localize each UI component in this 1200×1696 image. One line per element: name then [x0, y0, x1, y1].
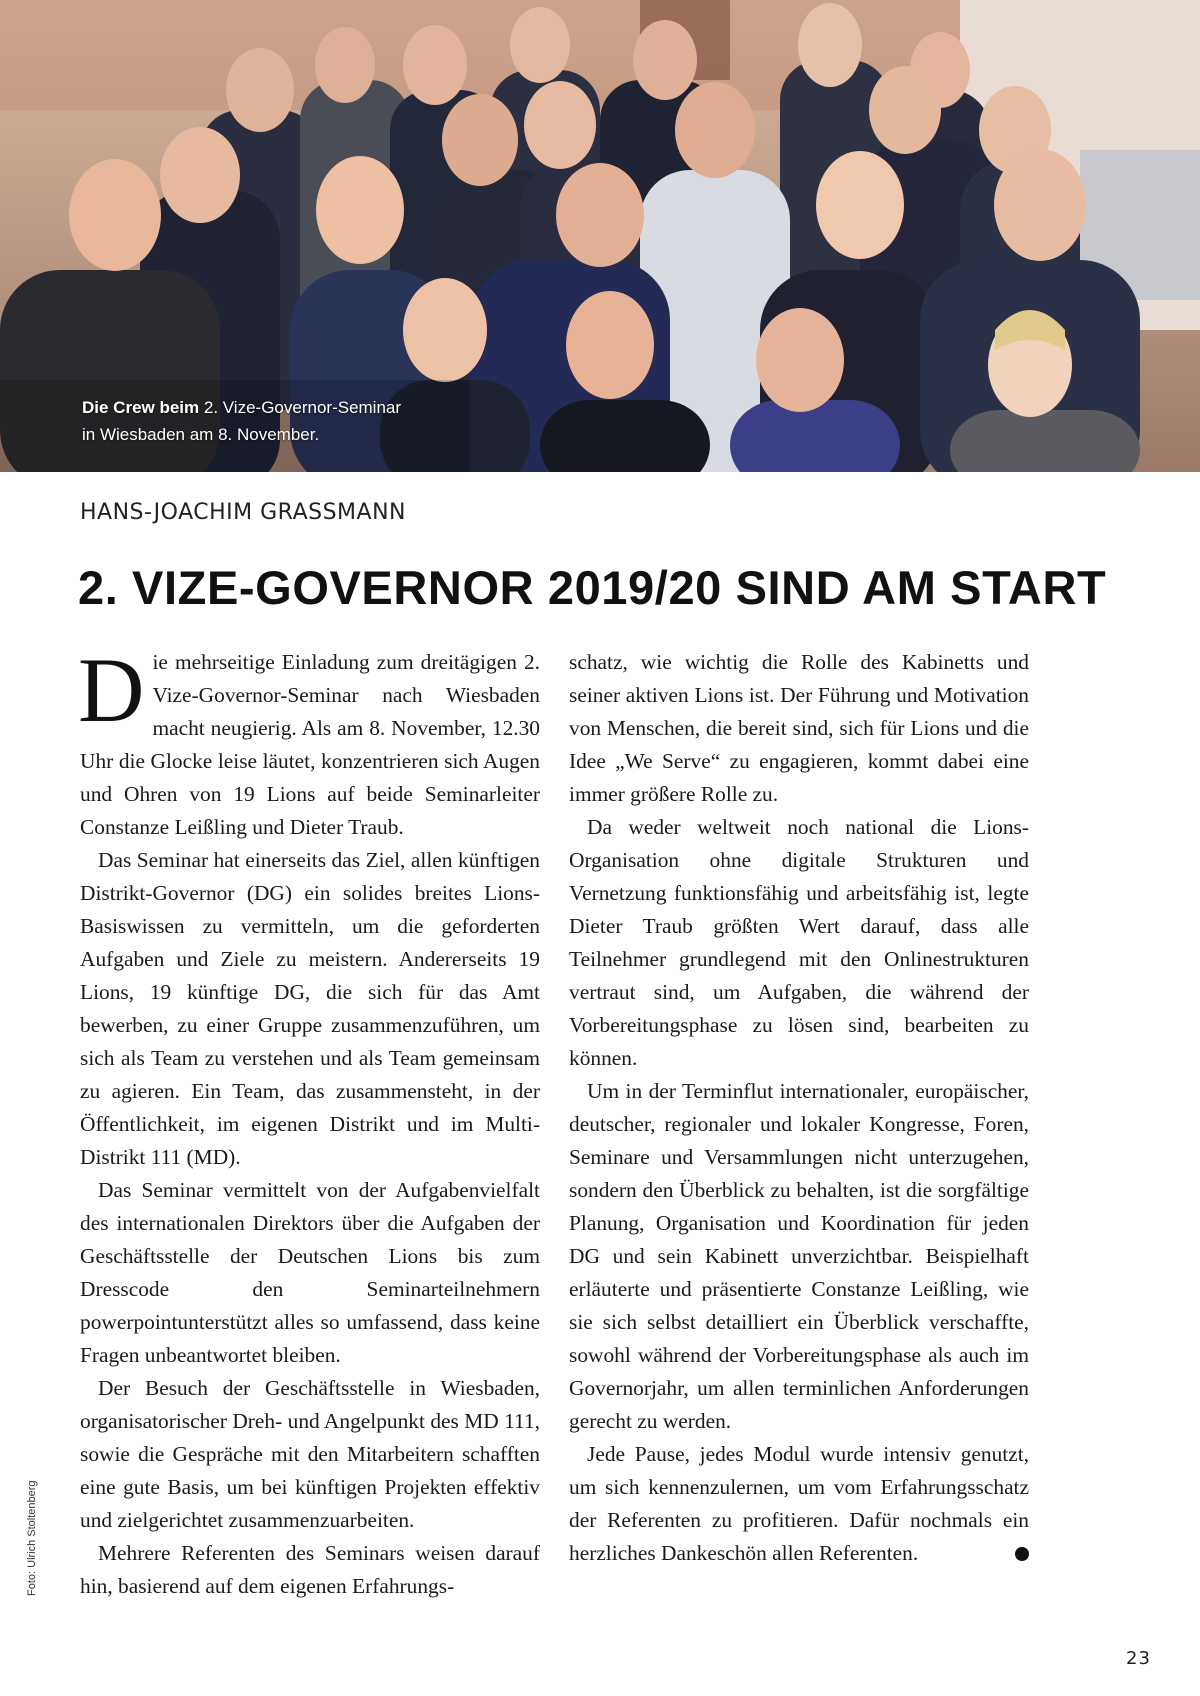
photo-caption-bold: Die Crew beim [82, 398, 200, 417]
article-paragraph [569, 1438, 1040, 1570]
article-paragraph: Da weder weltweit noch national die Lions-Organisation ohne digitale Strukturen und Vernetzung funktionsfähig und arbeitsfähig ist, legte Dieter Traub größten Wert darauf, dass alle Teilnehmer grundlegend mit den Onlinestrukturen vertraut sind, um Aufgaben, die während der Vorbereitungsphase zu lösen sind, bearbeiten zu können. [569, 815, 1029, 1070]
article-paragraph: Der Besuch der Geschäftsstelle in Wiesbaden, organisatorischer Dreh- und Angelpunkt des MD 111, sowie die Gespräche mit den Mitarbeitern schafften eine gute Basis, um bei künftigen Projekten effektiv und zielgerichtet zusammenzuarbeiten. [80, 1376, 540, 1532]
article-paragraph [78, 639, 540, 844]
author-byline: HANS-JOACHIM GRASSMANN [80, 500, 406, 525]
article-paragraph: Das Seminar hat einerseits das Ziel, allen künftigen Distrikt-Governor (DG) ein solides breites Lions-Basiswissen zu vermitteln, um die geforderten Aufgaben und Ziele zu meistern. Andererseits 19 Lions, 19 künftige DG, die sich für das Amt bewerben, zu einer Gruppe zusammenzuführen, um sich als Team zu verstehen und als Team gemeinsam zu agieren. Ein Team, das zusammensteht, in der Öffentlichkeit, im eigenen Distrikt und im Multi-Distrikt 111 (MD). [80, 848, 540, 1169]
paragraph-text: Jede Pause, jedes Modul wurde intensiv genutzt, um sich kennenzulernen, um vom Erfahrungsschatz der Referenten zu profitieren. Dafür nochmals ein herzliches Dankeschön allen Referenten. [569, 1442, 1029, 1565]
article-headline: 2. VIZE-GOVERNOR 2019/20 SIND AM START [78, 561, 1107, 614]
article-paragraph: Um in der Terminflut internationaler, europäischer, deutscher, regionaler und lokaler Kongresse, Foren, Seminare und Versammlungen nicht unterzugehen, sondern den Überblick zu behalten, ist die sorgfältige Planung, Organisation und Koordination für jeden DG und sein Kabinett unverzichtbar. Beispielhaft erläuterte und präsentierte Constanze Leißling, wie sie sich selbst detailliert ein Überblick verschaffte, sowohl während der Vorbereitungsphase als auch im Governorjahr, um allen terminlichen Anforderungen gerecht zu werden. [569, 1079, 1029, 1433]
article-column-right [569, 646, 1040, 1570]
article-column-left [78, 639, 540, 1603]
article-paragraph: Das Seminar vermittelt von der Aufgabenvielfalt des internationalen Direktors über die Aufgaben der Geschäftsstelle der Deutschen Lions bis zum Dresscode den Seminarteilnehmern powerpointunterstützt alles so umfassend, dass keine Fragen unbeantwortet bleiben. [80, 1178, 540, 1367]
photo-caption [82, 394, 412, 448]
photo-caption-text: 2. Vize-Governor-Seminar in Wiesbaden am 8. November. [82, 398, 402, 444]
photo-credit: Foto: Ulrich Stoltenberg [26, 1480, 38, 1596]
group-photo [0, 0, 1200, 472]
article-paragraph: schatz, wie wichtig die Rolle des Kabinetts und seiner aktiven Lions ist. Der Führung und Motivation von Menschen, die bereit sind, sich für Lions und die Idee „We Serve“ zu engagieren, kommt dabei eine immer größere Rolle zu. [569, 650, 1029, 806]
page-number: 23 [1126, 1648, 1151, 1669]
drop-cap: D [78, 639, 145, 741]
paragraph-text: ie mehrseitige Einladung zum dreitägigen 2. Vize-Governor-Seminar nach Wiesbaden macht neugierig. Als am 8. November, 12.30 Uhr die Glocke leise läutet, konzentrieren sich Augen und Ohren von 19 Lions auf beide Seminarleiter Constanze Leißling und Dieter Traub. [80, 650, 540, 839]
article-paragraph: Mehrere Referenten des Seminars weisen darauf hin, basierend auf dem eigenen Erfahrungs- [80, 1541, 540, 1598]
lions-end-mark-icon: L [1015, 1547, 1029, 1561]
